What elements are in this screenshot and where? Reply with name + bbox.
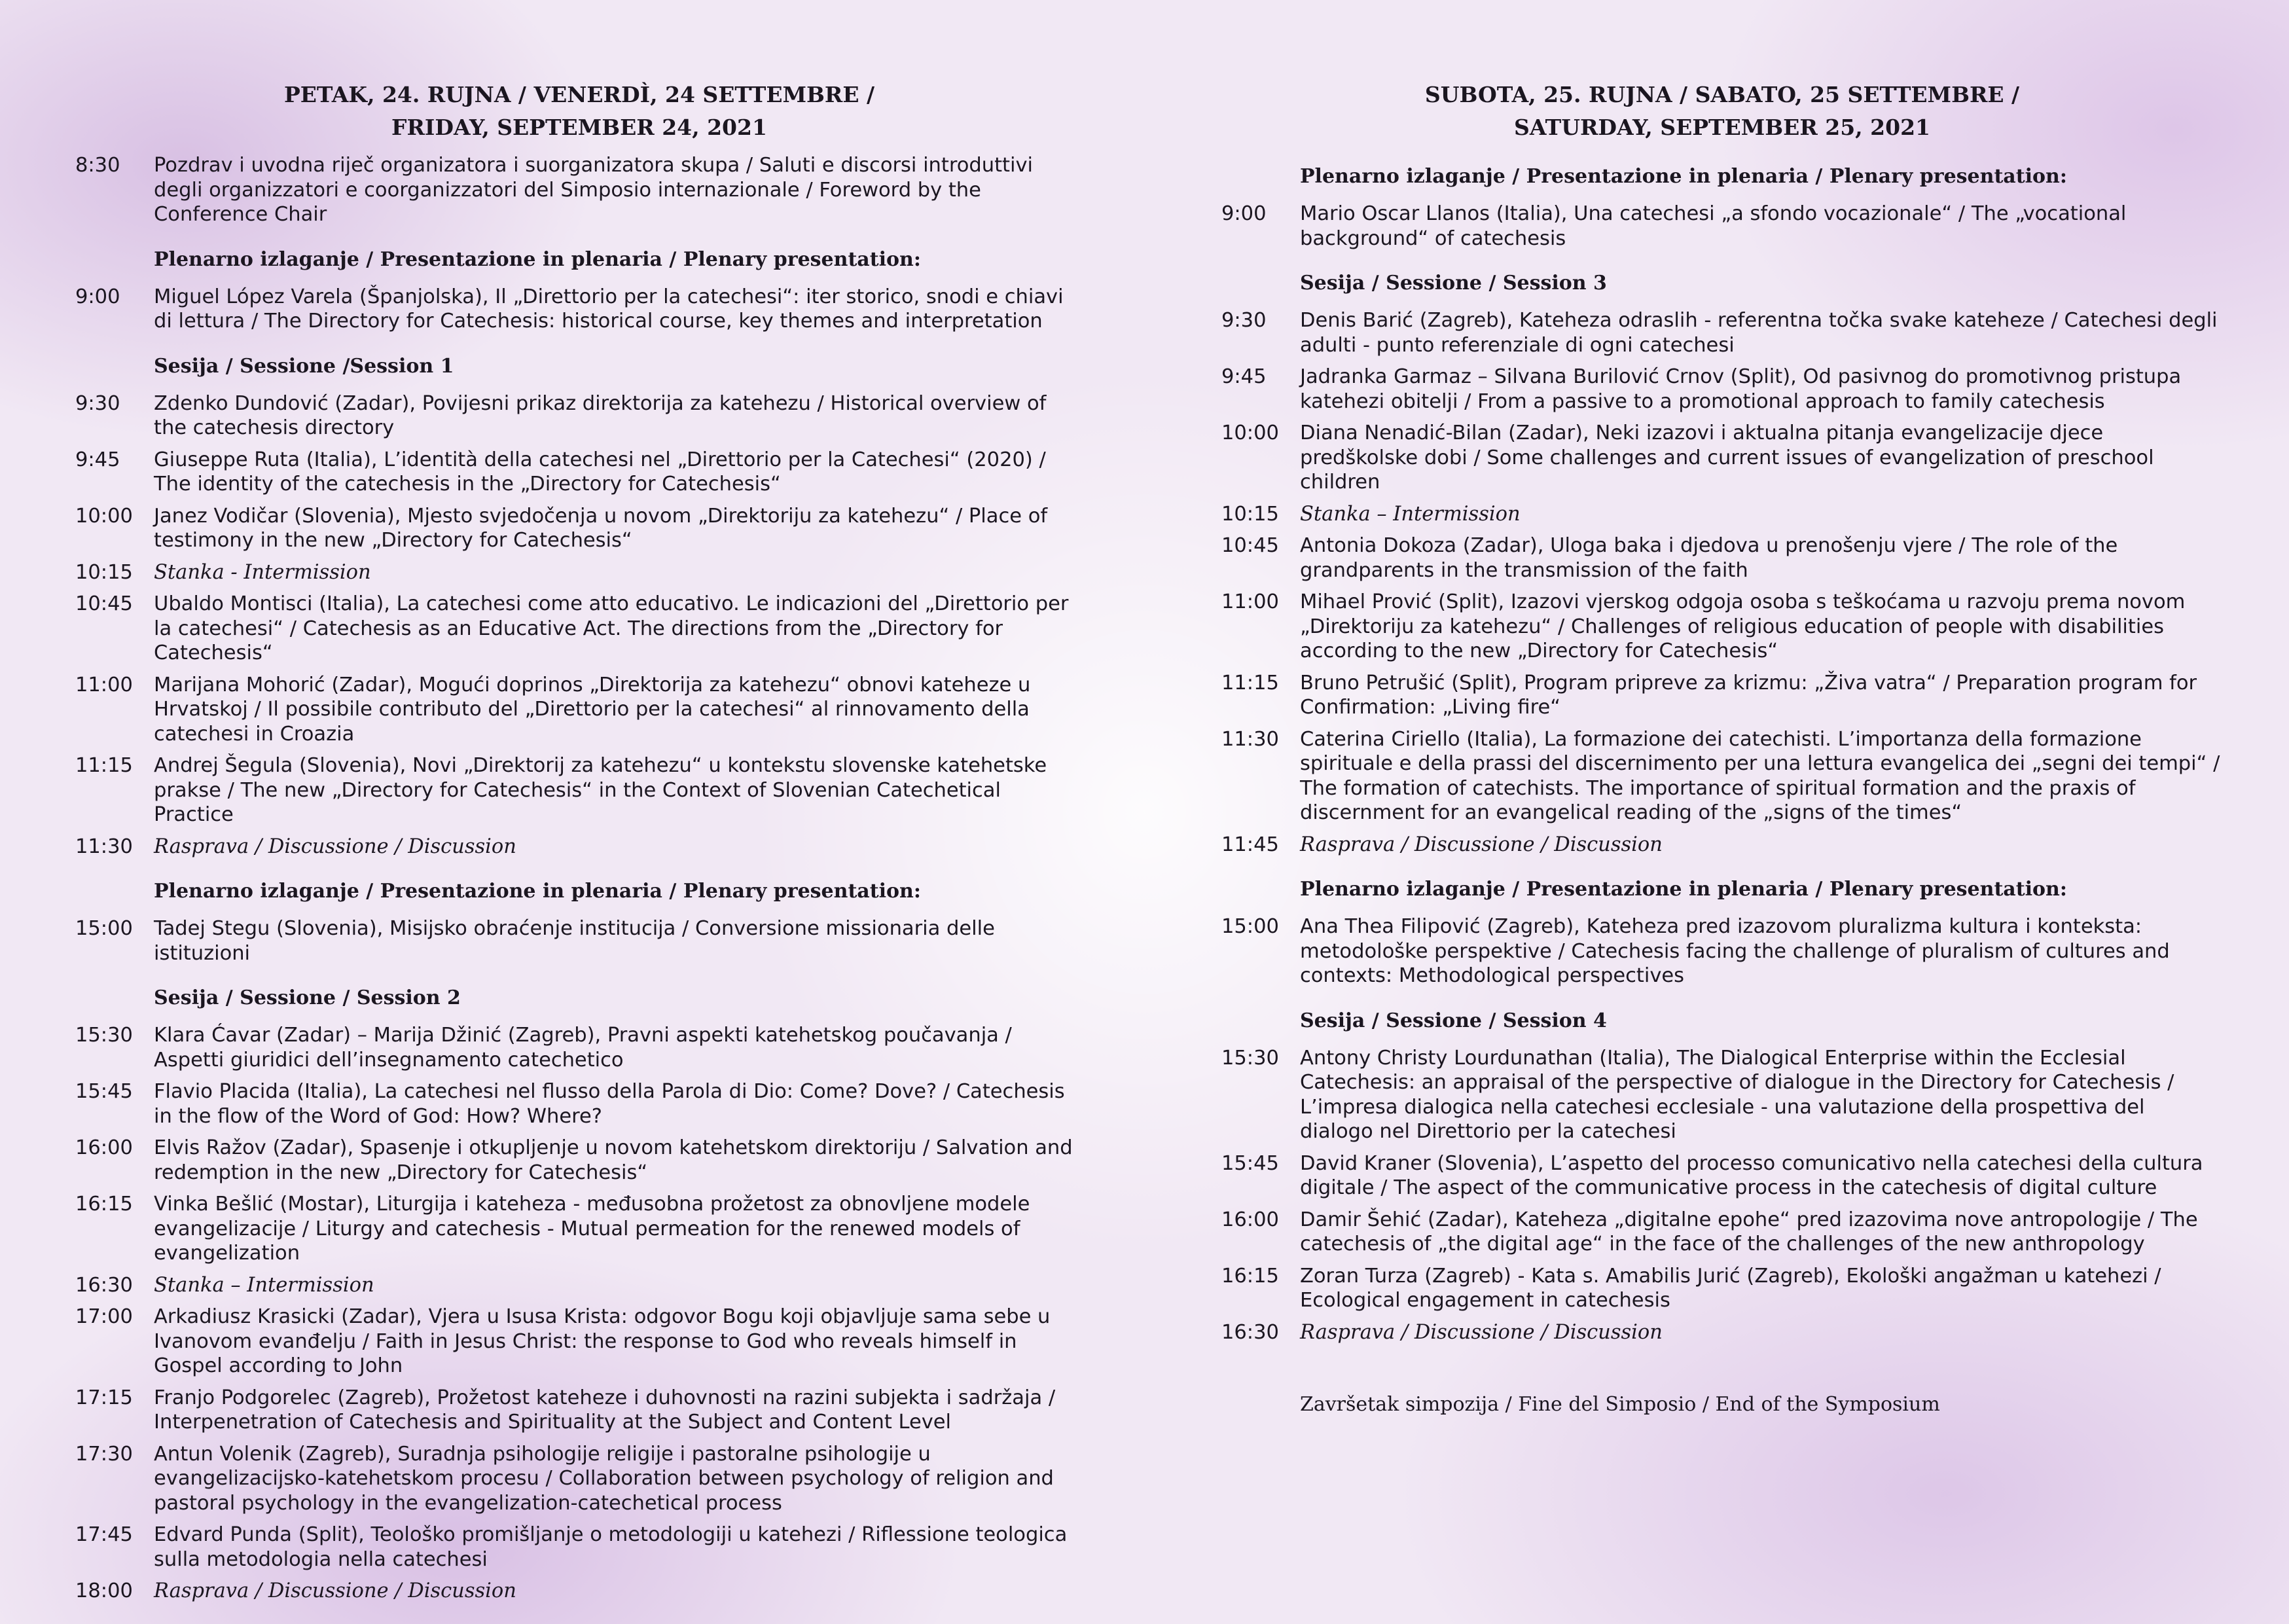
- schedule-row: [1221, 727, 2223, 825]
- break-label: Stanka – Intermission: [154, 1273, 374, 1297]
- schedule-row: [1221, 421, 2223, 495]
- schedule-row: [1221, 1208, 2223, 1257]
- schedule-row: [75, 391, 1083, 441]
- schedule-row: [1221, 914, 2223, 988]
- session-time: 15:00: [75, 917, 133, 940]
- talk-description: Antun Volenik (Zagreb), Suradnja psihologije religije i pastoralne psihologije u evangelizacijsko-katehetskom procesu / Collaboration between psychology of religion and pastoral psychology in the evangelization-catechetical process: [154, 1442, 1054, 1515]
- saturday-program: [1221, 79, 2223, 1418]
- session-time: 11:30: [1221, 727, 1279, 751]
- session-time: 8:30: [75, 154, 120, 177]
- talk-description: Andrej Šegula (Slovenia), Novi „Direktorij za katehezu“ u kontekstu slovenske katehetske prakse / The new „Directory for Catechesis“ in the Context of Slovenian Catechetical Practice: [154, 754, 1047, 826]
- break-label: Rasprava / Discussione / Discussion: [1300, 833, 1663, 856]
- schedule-row: [1221, 1046, 2223, 1144]
- session-time: 10:45: [1221, 534, 1279, 557]
- session-time: 16:00: [75, 1136, 133, 1159]
- talk-description: Giuseppe Ruta (Italia), L’identità della catechesi nel „Direttorio per la Catechesi“ (2020) / The identity of the catechesis in the „Directory for Catechesis“: [154, 448, 1046, 496]
- session-time: 9:45: [1221, 365, 1267, 388]
- session-time: 17:30: [75, 1442, 133, 1466]
- schedule-row: [75, 1023, 1083, 1072]
- schedule-row: [75, 835, 1083, 859]
- talk-description: Antonia Dokoza (Zadar), Uloga baka i djedova u prenošenju vjere / The role of the grandparents in the transmission of the faith: [1300, 534, 2118, 582]
- schedule-row: [75, 1273, 1083, 1298]
- day-title-line2: SATURDAY, SEPTEMBER 25, 2021: [1514, 115, 1930, 140]
- session-time: 18:00: [75, 1579, 133, 1602]
- session-time: 11:15: [75, 754, 133, 777]
- schedule-row: [1221, 533, 2223, 583]
- schedule-row: [1221, 308, 2223, 357]
- schedule-row: [75, 753, 1083, 827]
- session-time: 10:15: [1221, 502, 1279, 526]
- talk-description: Caterina Ciriello (Italia), La formazione dei catechisti. L’importanza della formazione spirituale e della prassi del discernimento per una lettura evangelica dei „segni dei tempi“ / The formation of catechists. The importance of spiritual formation and the praxis of discernment for an evangelical reading of the „signs of the times“: [1300, 727, 2220, 824]
- schedule-row: [75, 1305, 1083, 1379]
- session-time: 11:30: [75, 835, 133, 858]
- schedule-row: [75, 504, 1083, 553]
- session-time: 15:00: [1221, 915, 1279, 938]
- schedule-row: [75, 1442, 1083, 1516]
- session-time: 17:00: [75, 1305, 133, 1328]
- session-time: 16:15: [75, 1193, 133, 1216]
- talk-description: Mario Oscar Llanos (Italia), Una catechesi „a sfondo vocazionale“ / The „vocational background“ of catechesis: [1300, 202, 2127, 250]
- schedule-row: [75, 1386, 1083, 1435]
- schedule-row: [1221, 590, 2223, 664]
- talk-description: Diana Nenadić-Bilan (Zadar), Neki izazovi i aktualna pitanja evangelizacije djece predškolske dobi / Some challenges and current issues of evangelization of preschool children: [1300, 422, 2154, 494]
- session-time: 11:15: [1221, 671, 1279, 695]
- session-time: 15:30: [1221, 1046, 1279, 1070]
- session-time: 17:15: [75, 1386, 133, 1409]
- talk-description: Janez Vodičar (Slovenia), Mjesto svjedočenja u novom „Direktoriju za katehezu“ / Place of testimony in the new „Directory for Catechesis“: [154, 504, 1048, 552]
- schedule-row: [75, 448, 1083, 497]
- section-heading: Sesija / Sessione /Session 1: [154, 354, 454, 378]
- schedule-row: [75, 1579, 1083, 1604]
- section-heading: Plenarno izlaganje / Presentazione in plenaria / Plenary presentation:: [154, 247, 921, 271]
- talk-description: Jadranka Garmaz – Silvana Burilović Crnov (Split), Od pasivnog do promotivnog pristupa katehezi obitelji / From a passive to a promotional approach to family catechesis: [1300, 365, 2182, 413]
- session-time: 11:45: [1221, 833, 1279, 856]
- session-time: 11:00: [75, 673, 133, 696]
- talk-description: David Kraner (Slovenia), L’aspetto del processo comunicativo nella catechesi della cultura digitale / The aspect of the communicative process in the catechesis of digital culture: [1300, 1151, 2203, 1199]
- session-time: 10:15: [75, 560, 133, 584]
- session-time: 9:00: [1221, 202, 1267, 225]
- break-label: Rasprava / Discussione / Discussion: [154, 835, 516, 858]
- talk-description: Miguel López Varela (Španjolska), Il „Direttorio per la catechesi“: iter storico, snodi e chiavi di lettura / The Directory for Catechesis: historical course, key themes and interpretation: [154, 285, 1064, 333]
- talk-description: Flavio Placida (Italia), La catechesi nel flusso della Parola di Dio: Come? Dove? / Catechesis in the flow of the Word of God: How? Where?: [154, 1080, 1065, 1128]
- schedule-row: [75, 1079, 1083, 1128]
- talk-description: Klara Ćavar (Zadar) – Marija Džinić (Zagreb), Pravni aspekti katehetskog poučavanja / Aspetti giuridici dell’insegnamento catechetico: [154, 1024, 1012, 1072]
- schedule-row: [75, 916, 1083, 965]
- break-label: Stanka – Intermission: [1300, 502, 1521, 526]
- talk-description: Arkadiusz Krasicki (Zadar), Vjera u Isusa Krista: odgovor Bogu koji objavljuje sama sebe u Ivanovom evanđelju / Faith in Jesus Christ: the response to God who reveals himself in Gospel according to John: [154, 1305, 1051, 1377]
- talk-description: Damir Šehić (Zadar), Kateheza „digitalne epohe“ pred izazovima nove antropologije / The catechesis of „the digital age“ in the face of the challenges of the new anthropology: [1300, 1208, 2198, 1255]
- talk-description: Edvard Punda (Split), Teološko promišljanje o metodologiji u katehezi / Riflessione teologica sulla metodologia nella catechesi: [154, 1523, 1068, 1571]
- talk-description: Pozdrav i uvodna riječ organizatora i suorganizatora skupa / Saluti e discorsi introduttivi degli organizzatori e coorganizzatori del Simposio internazionale / Foreword by the Conference Chair: [154, 154, 1033, 226]
- section-heading: Plenarno izlaganje / Presentazione in plenaria / Plenary presentation:: [154, 880, 921, 903]
- talk-description: Zdenko Dundović (Zadar), Povijesni prikaz direktorija za katehezu / Historical overview of the catechesis directory: [154, 391, 1047, 439]
- section-heading: Sesija / Sessione / Session 4: [1300, 1009, 1607, 1032]
- day-title-line1: SUBOTA, 25. RUJNA / SABATO, 25 SETTEMBRE /: [1424, 82, 2020, 107]
- session-time: 15:30: [75, 1024, 133, 1047]
- session-time: 16:30: [1221, 1320, 1279, 1344]
- session-time: 9:30: [75, 391, 120, 415]
- talk-description: Zoran Turza (Zagreb) - Kata s. Amabilis Jurić (Zagreb), Ekološki angažman u katehezi / Ecological engagement in catechesis: [1300, 1264, 2161, 1312]
- session-time: 9:30: [1221, 309, 1267, 332]
- talk-description: Elvis Ražov (Zadar), Spasenje i otkupljenje u novom katehetskom direktoriju / Salvation and redemption in the new „Directory for Catechesis“: [154, 1136, 1073, 1184]
- section-heading: Sesija / Sessione / Session 3: [1300, 272, 1607, 295]
- schedule-row: [1221, 1151, 2223, 1200]
- schedule-row: [75, 285, 1083, 334]
- break-label: Rasprava / Discussione / Discussion: [1300, 1320, 1663, 1344]
- talk-description: Ubaldo Montisci (Italia), La catechesi come atto educativo. Le indicazioni del „Direttorio per la catechesi“ / Catechesis as an Educative Act. The directions from the „Directory for Catechesis“: [154, 592, 1069, 664]
- session-time: 10:45: [75, 592, 133, 615]
- schedule-row: [1221, 365, 2223, 414]
- session-time: 17:45: [75, 1523, 133, 1546]
- talk-description: Antony Christy Lourdunathan (Italia), The Dialogical Enterprise within the Ecclesial Catechesis: an appraisal of the perspective of dialogue in the Directory for Catechesis / L’impresa dialogica nella catechesi ecclesiale - una valutazione della prospettiva del dialogo nel Direttorio per la catechesi: [1300, 1046, 2174, 1143]
- break-label: Rasprava / Discussione / Discussion: [154, 1579, 516, 1602]
- break-label: Stanka - Intermission: [154, 560, 371, 584]
- schedule-row: [75, 1136, 1083, 1185]
- section-heading: Plenarno izlaganje / Presentazione in plenaria / Plenary presentation:: [1300, 878, 2067, 901]
- session-time: 16:30: [75, 1273, 133, 1297]
- session-time: 16:00: [1221, 1208, 1279, 1231]
- talk-description: Marijana Mohorić (Zadar), Mogući doprinos „Direktorija za katehezu“ obnovi kateheze u Hrvatskoj / Il possibile contributo del „Direttorio per la catechesi“ al rinnovamento della catechesi in Croazia: [154, 673, 1031, 746]
- session-time: 10:00: [75, 504, 133, 528]
- session-time: 10:00: [1221, 422, 1279, 444]
- schedule-row: [1221, 833, 2223, 857]
- talk-description: Denis Barić (Zagreb), Kateheza odraslih - referentna točka svake kateheze / Catechesi degli adulti - punto referenziale di ogni catechesi: [1300, 309, 2218, 357]
- session-time: 11:00: [1221, 590, 1279, 613]
- closing-note: Završetak simpozija / Fine del Simposio / End of the Symposium: [1300, 1393, 1940, 1416]
- schedule-row: [1221, 202, 2223, 251]
- session-time: 15:45: [75, 1080, 133, 1103]
- talk-description: Bruno Petrušić (Split), Program pripreve za krizmu: „Živa vatra“ / Preparation program for Confirmation: „Living fire“: [1300, 671, 2197, 719]
- schedule-row: [75, 153, 1083, 227]
- session-time: 15:45: [1221, 1151, 1279, 1175]
- schedule-row: [1221, 1320, 2223, 1345]
- session-time: 16:15: [1221, 1264, 1279, 1288]
- schedule-row: [75, 673, 1083, 747]
- friday-program: [75, 79, 1083, 1611]
- day-title-line1: PETAK, 24. RUJNA / VENERDÌ, 24 SETTEMBRE /: [283, 82, 875, 107]
- talk-description: Franjo Podgorelec (Zagreb), Prožetost kateheze i duhovnosti na razini subjekta i sadržaja / Interpenetration of Catechesis and Spirituality at the Subject and Content Level: [154, 1386, 1056, 1434]
- talk-description: Tadej Stegu (Slovenia), Misijsko obraćenje institucija / Conversione missionaria delle istituzioni: [154, 917, 995, 965]
- section-heading: Plenarno izlaganje / Presentazione in plenaria / Plenary presentation:: [1300, 165, 2067, 188]
- day-title: [75, 79, 1083, 144]
- schedule-row: [75, 1523, 1083, 1572]
- section-heading: Sesija / Sessione / Session 2: [154, 986, 461, 1009]
- day-title: [1221, 79, 2223, 144]
- schedule-row: [1221, 1264, 2223, 1313]
- session-time: 9:00: [75, 285, 120, 308]
- schedule-row: [1221, 671, 2223, 720]
- talk-description: Vinka Bešlić (Mostar), Liturgija i kateheza - međusobna prožetost za obnovljene modele evangelizacije / Liturgy and catechesis - Mutual permeation for the renewed models of evangelization: [154, 1193, 1030, 1265]
- schedule-row: [75, 1192, 1083, 1266]
- talk-description: Mihael Prović (Split), Izazovi vjerskog odgoja osoba s teškoćama u razvoju prema novom „Direktoriju za katehezu“ / Challenges of religious education of people with disabilities according to the new „Directory for Catechesis“: [1300, 590, 2186, 662]
- schedule-row: [75, 592, 1083, 666]
- session-time: 9:45: [75, 448, 120, 471]
- day-title-line2: FRIDAY, SEPTEMBER 24, 2021: [391, 115, 767, 140]
- schedule-row: [1221, 502, 2223, 527]
- schedule-row: [75, 560, 1083, 585]
- talk-description: Ana Thea Filipović (Zagreb), Kateheza pred izazovom pluralizma kultura i konteksta: metodološke perspektive / Catechesis facing the challenge of pluralism of cultures and contexts: Methodological perspectives: [1300, 915, 2170, 987]
